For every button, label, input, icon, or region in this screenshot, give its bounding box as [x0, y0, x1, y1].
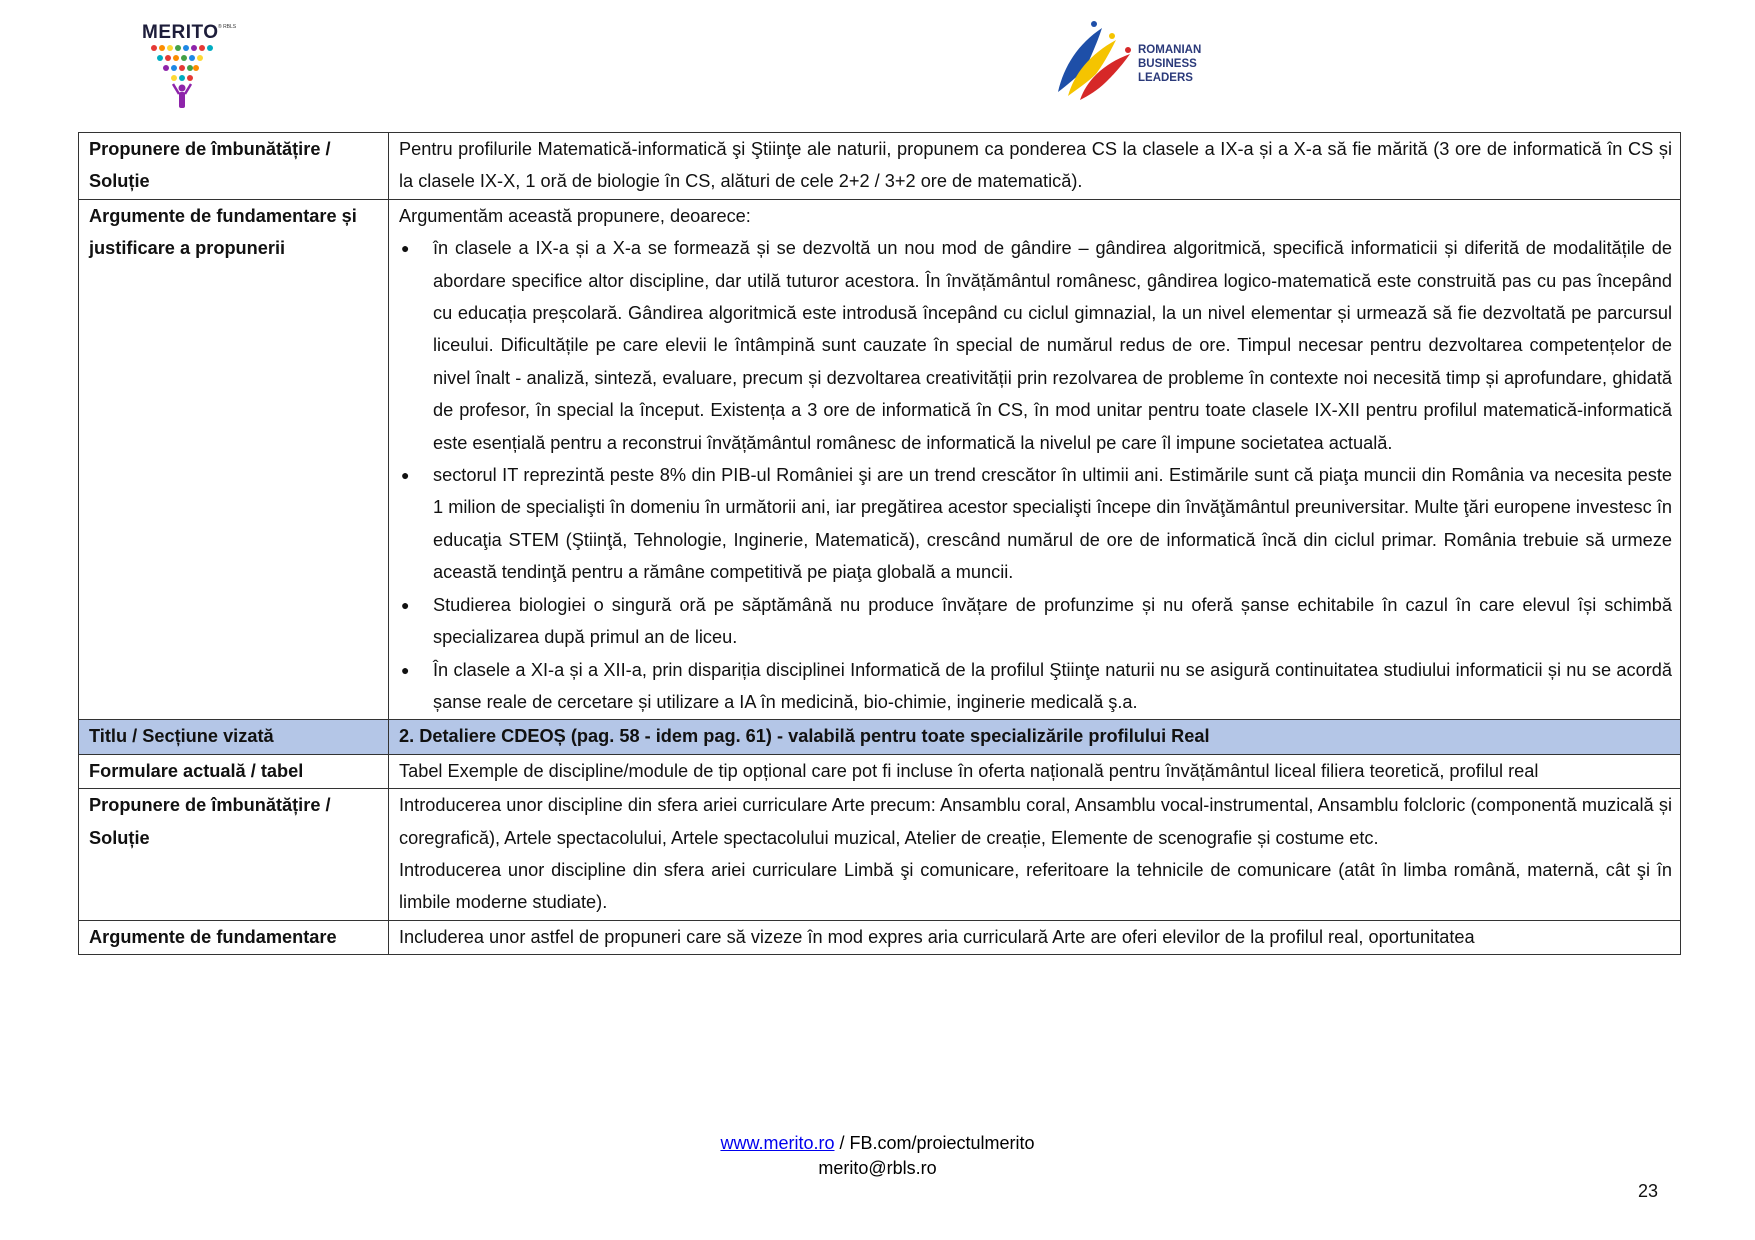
list-item: ● sectorul IT reprezintă peste 8% din PIB-ul României şi are un trend crescător în ultimii ani. Estimările sunt că piaţa muncii din România va necesita peste 1 milion de specialişti în domeniu în următorii ani, iar pregătirea acestor specialişti începe din învăţământul preuniversitar. Multe ţări europene investesc în educaţia STEM (Ştiinţă, Tehnologie, Inginerie, Matematică), crescând numărul de ore de informatică încă din ciclul primar. România trebuie să urmeze această tendinţă pentru a rămâne competitivă pe piaţa globală a muncii.	[399, 459, 1672, 589]
row-content: Pentru profilurile Matematică-informatică şi Ştiinţe ale naturii, propunem ca ponderea CS la clasele a IX-a și a X-a să fie mărită (3 ore de informatică în CS și la clasele IX-X, 1 oră de biologie în CS, alături de cele 2+2 / 3+2 ore de matematică).	[389, 133, 1681, 200]
table-row	[79, 133, 1681, 200]
row-label: Argumente de fundamentare și justificare a propunerii	[79, 199, 389, 720]
proposal-paragraph: Introducerea unor discipline din sfera ariei curriculare Limbă şi comunicare, referitoare la tehnicile de comunicare (atât în limba română, maternă, cât şi în limbile moderne studiate).	[399, 859, 1672, 913]
list-item: ● În clasele a XI-a și a XII-a, prin dispariția disciplinei Informatică de la profilul Ştiinţe naturii nu se asigură continuitatea studiului informaticii și nu se acordă șanse reale de cercetare și utilizare a IA în medicină, bio-chimie, inginerie medicală ş.a.	[399, 654, 1672, 719]
row-label: Titlu / Secțiune vizată	[79, 720, 389, 754]
row-content	[389, 789, 1681, 921]
table-row	[79, 920, 1681, 954]
contact-email: merito@rbls.ro	[818, 1158, 937, 1178]
row-content: Includerea unor astfel de propuneri care să vizeze în mod expres aria curriculară Arte are oferi elevilor de la profilul real, oportunitatea	[389, 920, 1681, 954]
row-content	[389, 199, 1681, 720]
row-label: Formulare actuală / tabel	[79, 754, 389, 788]
merito-logo	[138, 14, 238, 110]
arguments-list	[399, 232, 1672, 718]
rbl-logo	[1050, 18, 1230, 104]
page-number: 23	[1638, 1181, 1659, 1201]
table-row	[79, 754, 1681, 788]
row-label: Propunere de îmbunătățire / Soluție	[79, 133, 389, 200]
facebook-text: / FB.com/proiectulmerito	[834, 1133, 1035, 1153]
page-header	[0, 0, 1755, 125]
merito-logo-text: MERITO	[142, 22, 219, 43]
proposal-paragraph: Introducerea unor discipline din sfera ariei curriculare Arte precum: Ansamblu coral, Ansamblu vocal-instrumental, Ansamblu folcloric (componentă muzicală și coregrafică), Artele spectacolului, Artele spectacolului muzical, Atelier de creație, Elemente de scenografie și costume etc.	[399, 795, 1672, 848]
merito-logo-superscript: ® RBLS	[218, 24, 237, 30]
arguments-intro: Argumentăm această propunere, deoarece:	[399, 205, 751, 226]
merito-people-icon	[148, 44, 218, 110]
rbl-hands-icon	[1050, 18, 1136, 104]
rbl-logo-line: ROMANIAN	[1138, 44, 1202, 56]
footer-links-line	[0, 1131, 1755, 1156]
section-title: 2. Detaliere CDEOȘ (pag. 58 - idem pag. 61) - valabilă pentru toate specializările profilului Real	[389, 720, 1681, 754]
row-content: Tabel Exemple de discipline/module de tip opțional care pot fi incluse în oferta națională pentru învățământul liceal filiera teoretică, profilul real	[389, 754, 1681, 788]
rbl-logo-text	[1138, 43, 1201, 85]
section-title-row	[79, 720, 1681, 754]
rbl-logo-line: LEADERS	[1138, 72, 1193, 84]
rbl-logo-line: BUSINESS	[1138, 58, 1197, 70]
website-link[interactable]: www.merito.ro	[720, 1133, 835, 1153]
table-row	[79, 199, 1681, 720]
proposal-table	[78, 132, 1681, 955]
row-label: Propunere de îmbunătățire / Soluție	[79, 789, 389, 921]
list-item: ● Studierea biologiei o singură oră pe săptămână nu produce învățare de profunzime și nu oferă șanse echitabile în cazul în care elevul își schimbă specializarea după primul an de liceu.	[399, 589, 1672, 654]
row-label: Argumente de fundamentare	[79, 920, 389, 954]
page-footer	[0, 1131, 1755, 1181]
list-item: ● în clasele a IX-a și a X-a se formează și se dezvoltă un nou mod de gândire – gândirea algoritmică, specifică informaticii și diferită de modalitățile de abordare specifice altor discipline, dar utilă tuturor acestora. În învățământul românesc, gândirea logico-matematică este construită pas cu pas începând cu educația preșcolară. Gândirea algoritmică este introdusă începând cu ciclul gimnazial, la un nivel elementar și urmează să fie dezvoltată pe parcursul liceului. Dificultățile pe care elevii le întâmpină sunt cauzate în special de numărul redus de ore. Timpul necesar pentru dezvoltarea competențelor de nivel înalt - analiză, sinteză, evaluare, precum și dezvoltarea creativității prin rezolvarea de probleme în contexte noi necesită timp și aprofundare, ghidată de profesor, în special la început. Existența a 3 ore de informatică în CS, în mod unitar pentru toate clasele IX-XII pentru profilul matematică-informatică este esențială pentru a reconstrui învățământul românesc de informatică la nivelul pe care îl impune societatea actuală.	[399, 232, 1672, 459]
table-row	[79, 789, 1681, 921]
